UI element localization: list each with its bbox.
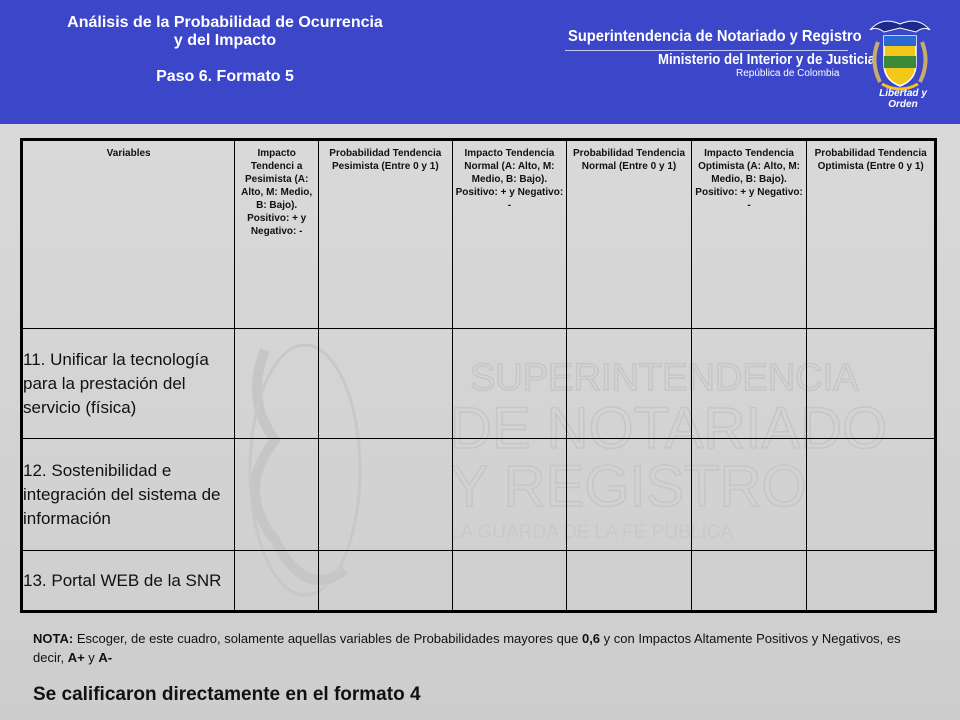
empty-cell [235, 551, 319, 612]
note [33, 629, 933, 667]
note-label: NOTA: [33, 631, 74, 646]
column-header-variables: Variables [22, 140, 235, 329]
note-a-plus: A+ [67, 650, 85, 665]
empty-cell [235, 439, 319, 551]
empty-cell [567, 551, 692, 612]
empty-cell [691, 329, 807, 439]
empty-cell [235, 329, 319, 439]
empty-cell [452, 551, 567, 612]
table-row [22, 329, 936, 439]
org-block [568, 27, 887, 79]
org-name: Superintendencia de Notariado y Registro [568, 28, 862, 45]
variable-cell: 13. Portal WEB de la SNR [22, 551, 235, 612]
column-header-impact-normal: Impacto Tendencia Normal (A: Alto, M: Medio, B: Bajo). Positivo: + y Negativo: - [452, 140, 567, 329]
header-banner [0, 0, 960, 124]
header-title-block [30, 14, 420, 86]
empty-cell [452, 329, 567, 439]
table-row [22, 439, 936, 551]
empty-cell [691, 551, 807, 612]
page-title-line1: Análisis de la Probabilidad de Ocurrencia [67, 14, 383, 31]
column-header-impact-optimistic: Impacto Tendencia Optimista (A: Alto, M: Medio, B: Bajo). Positivo: + y Negativo: - [691, 140, 807, 329]
empty-cell [567, 439, 692, 551]
empty-cell [319, 329, 453, 439]
country-name: República de Colombia [736, 68, 840, 79]
watermark-line2: DE NOTARIADO [450, 396, 888, 461]
page-title-line2: y del Impacto [173, 32, 277, 49]
probability-impact-table [20, 138, 937, 613]
note-threshold: 0,6 [581, 631, 601, 646]
note-text-2: y con Impactos Altamente Positivos y Negativos, es decir, [33, 631, 901, 665]
variable-cell: 12. Sostenibilidad e integración del sistema de información [22, 439, 235, 551]
empty-cell [691, 439, 807, 551]
variable-cell: 11. Unificar la tecnología para la prestación del servicio (física) [22, 329, 235, 439]
conclusion-text: Se calificaron directamente en el formato 4 [33, 684, 421, 705]
watermark-line3: Y REGISTRO [450, 454, 807, 519]
table-row [22, 551, 936, 612]
empty-cell [319, 551, 453, 612]
page-subtitle: Paso 6. Formato 5 [156, 68, 294, 85]
note-a-minus: A- [98, 650, 113, 665]
header-row [22, 140, 936, 329]
empty-cell [807, 439, 936, 551]
empty-cell [567, 329, 692, 439]
watermark-line4: LA GUARDA DE LA FE PUBLICA [450, 522, 733, 543]
header-divider [565, 50, 848, 51]
column-header-probability-optimistic: Probabilidad Tendencia Optimista (Entre 0 y 1) [807, 140, 936, 329]
note-text-1: Escoger, de este cuadro, solamente aquellas variables de Probabilidades mayores que [73, 631, 582, 646]
note-text-3: y [84, 650, 99, 665]
empty-cell [319, 439, 453, 551]
motto: Libertad y Orden [879, 88, 927, 110]
column-header-probability-pessimistic: Probabilidad Tendencia Pesimista (Entre 0 y 1) [319, 140, 453, 329]
watermark-line1: SUPERINTENDENCIA [470, 357, 859, 399]
column-header-probability-normal: Probabilidad Tendencia Normal (Entre 0 y 1) [567, 140, 692, 329]
column-header-impact-pessimistic: Impacto Tendenci a Pesimista (A: Alto, M: Medio, B: Bajo). Positivo: + y Negativo: - [235, 140, 319, 329]
empty-cell [807, 551, 936, 612]
empty-cell [807, 329, 936, 439]
ministry-name: Ministerio del Interior y de Justicia [658, 51, 876, 68]
empty-cell [452, 439, 567, 551]
